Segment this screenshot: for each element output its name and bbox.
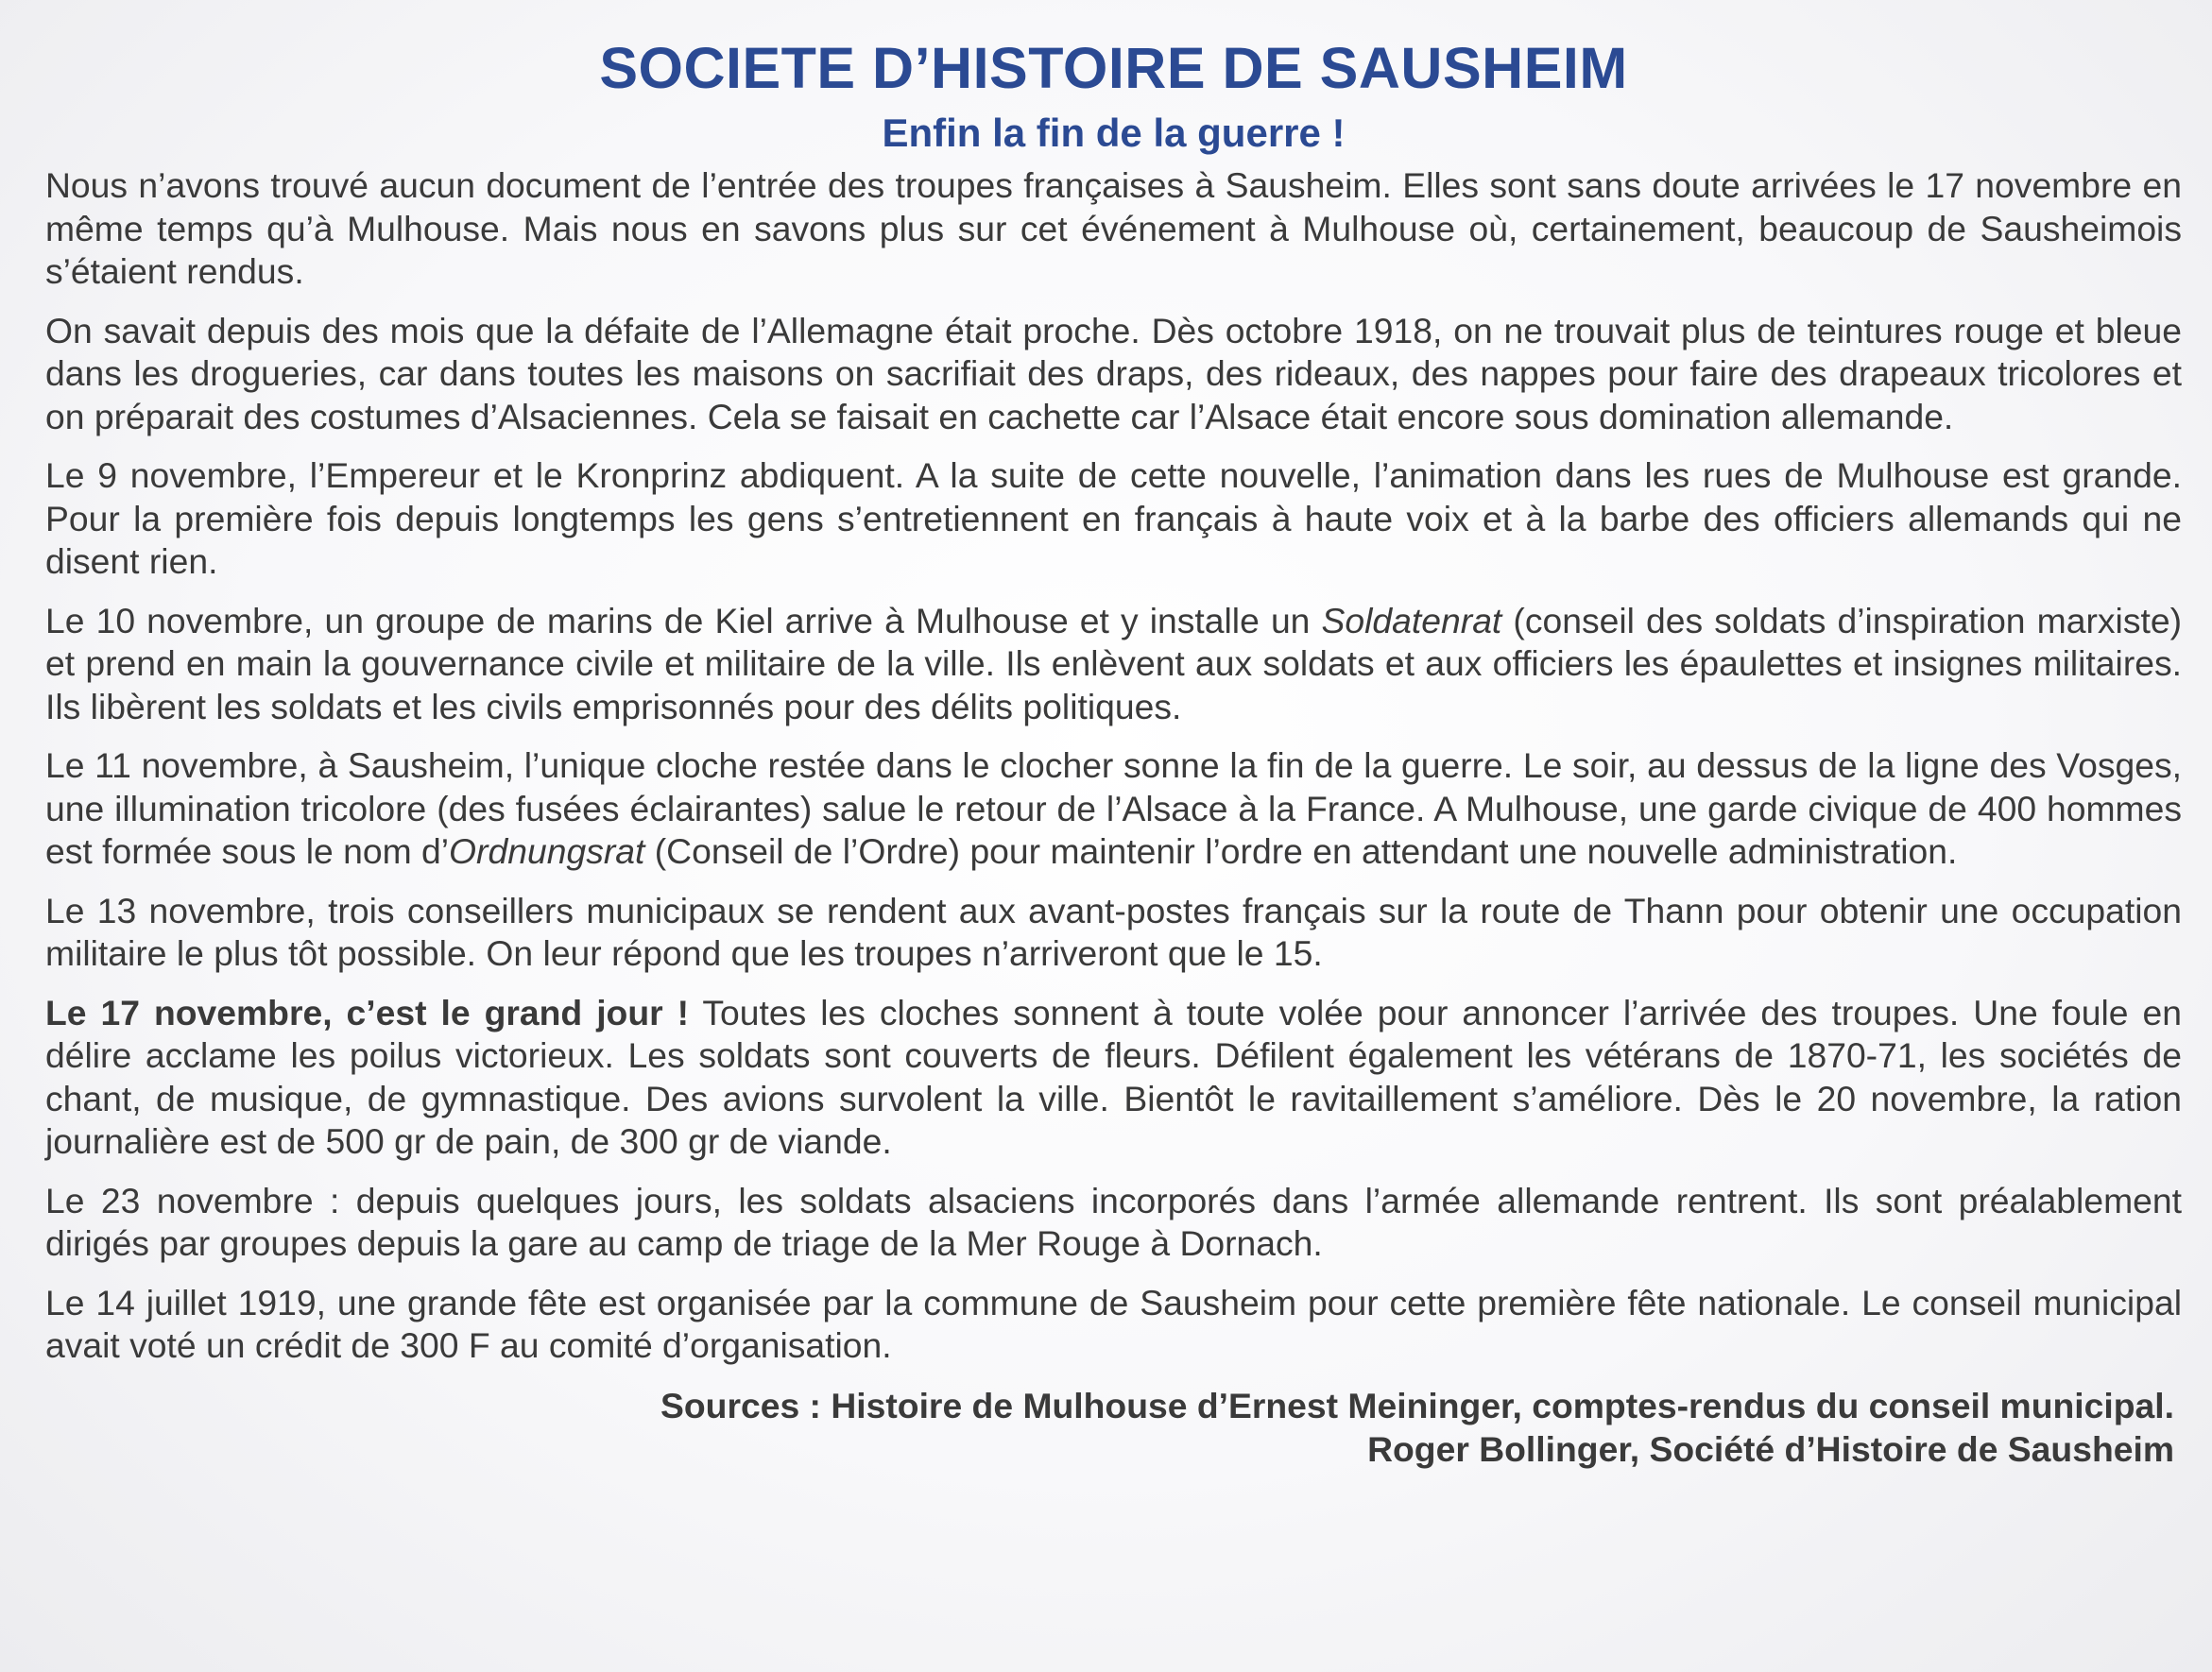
ordnungsrat-term: Ordnungsrat xyxy=(449,831,645,871)
sources-block xyxy=(45,1384,2174,1471)
paragraph-octobre-1918: On savait depuis des mois que la défaite de l’Allemagne était proche. Dès octobre 1918, on ne trouvait plus de teintures rouge et bleue dans les drogueries, car dans toutes les maisons on sacrifiait des draps, des rideaux, des nappes pour faire des drapeaux tricolores et on préparait des costumes d’Alsaciennes. Cela se faisait en cachette car l’Alsace était encore sous domination allemande. xyxy=(45,310,2182,436)
paragraph-10-novembre xyxy=(45,600,2182,729)
paragraph-17-novembre xyxy=(45,992,2182,1164)
paragraph-14-juillet-1919: Le 14 juillet 1919, une grande fête est organisée par la commune de Sausheim pour cette première fête nationale. Le conseil municipal avait voté un crédit de 300 F au comité d’organisation. xyxy=(45,1282,2182,1365)
soldatenrat-term: Soldatenrat xyxy=(1321,600,1502,640)
paragraph-11-novembre xyxy=(45,744,2182,874)
paragraph-9-novembre: Le 9 novembre, l’Empereur et le Kronprinz abdiquent. A la suite de cette nouvelle, l’animation dans les rues de Mulhouse est grande. Pour la première fois depuis longtemps les gens s’entretiennent en français à haute voix et à la barbe des officiers allemands qui ne disent rien. xyxy=(45,455,2182,581)
paragraph-17-novembre-lead: Le 17 novembre, c’est le grand jour ! xyxy=(45,992,690,1032)
page-title: SOCIETE D’HISTOIRE DE SAUSHEIM xyxy=(599,36,1628,100)
paragraph-23-novembre: Le 23 novembre : depuis quelques jours, les soldats alsaciens incorporés dans l’armée allemande rentrent. Ils sont préalablement dirigés par groupes depuis la gare au camp de triage de la Mer Rouge à Dornach. xyxy=(45,1180,2182,1263)
paragraph-11-novembre-text-a: Le 11 novembre, à Sausheim, l’unique cloche restée dans le clocher sonne la fin de la guerre. Le soir, au dessus de la ligne des Vosges, une illumination tricolore (des fusées éclairantes) salue le retour de l’Alsace à la France. A Mulhouse, une garde civique de 400 hommes est formée sous le nom d’ xyxy=(45,745,2182,871)
paragraph-13-novembre: Le 13 novembre, trois conseillers municipaux se rendent aux avant-postes français sur la route de Thann pour obtenir une occupation militaire le plus tôt possible. On leur répond que les troupes n’arriveront que le 15. xyxy=(45,890,2182,973)
author-line: Roger Bollinger, Société d’Histoire de Sausheim xyxy=(1367,1428,2174,1469)
paragraph-11-novembre-text-b: (Conseil de l’Ordre) pour maintenir l’ordre en attendant une nouvelle administration. xyxy=(644,831,1958,871)
page-subtitle: Enfin la fin de la guerre ! xyxy=(882,111,1346,155)
paragraph-10-novembre-text-b: (conseil des soldats d’inspiration marxiste) et prend en main la gouvernance civile et militaire de la ville. Ils enlèvent aux soldats et aux officiers les épaulettes et insignes militaires. Ils libèrent les soldats et les civils emprisonnés pour des délits politiques. xyxy=(45,600,2182,726)
paragraph-intro: Nous n’avons trouvé aucun document de l’entrée des troupes françaises à Sausheim. Elles sont sans doute arrivées le 17 novembre en même temps qu’à Mulhouse. Mais nous en savons plus sur cet événement à Mulhouse où, certainement, beaucoup de Sausheimois s’étaient rendus. xyxy=(45,165,2182,291)
paragraph-17-novembre-text: Toutes les cloches sonnent à toute volée pour annoncer l’arrivée des troupes. Une foule en délire acclame les poilus victorieux. Les soldats sont couverts de fleurs. Défilent également les vétérans de 1870-71, les sociétés de chant, de musique, de gymnastique. Des avions survolent la ville. Bientôt le ravitaillement s’améliore. Dès le 20 novembre, la ration journalière est de 500 gr de pain, de 300 gr de viande. xyxy=(45,992,2183,1161)
sources-line: Sources : Histoire de Mulhouse d’Ernest Meininger, comptes-rendus du conseil municipal. xyxy=(660,1385,2174,1425)
paragraph-10-novembre-text-a: Le 10 novembre, un groupe de marins de Kiel arrive à Mulhouse et y installe un xyxy=(45,600,1322,640)
